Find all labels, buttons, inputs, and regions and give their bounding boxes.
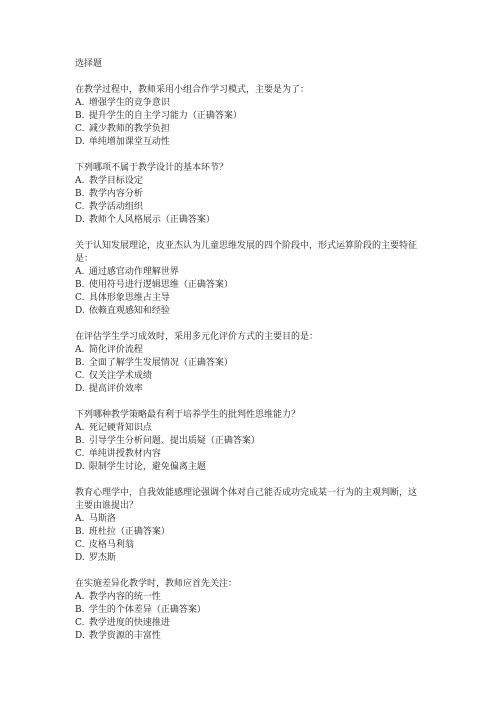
question-2 <box>75 162 420 227</box>
question-stem: 在实施差异化教学时，教师应首先关注： <box>75 579 238 589</box>
question-stem: 在评估学生学习成效时，采用多元化评价方式的主要目的是： <box>75 332 319 342</box>
option-letter: A. <box>75 514 85 524</box>
option-text: 增强学生的竞争意识 <box>88 98 170 108</box>
option-letter: B. <box>75 436 85 446</box>
option-text: 教学资源的丰富性 <box>88 631 161 641</box>
option-a <box>75 422 420 435</box>
question-stem: 下列哪项不属于教学设计的基本环节？ <box>75 163 229 173</box>
option-b <box>75 110 420 123</box>
option-text: 教学目标设定 <box>88 176 143 186</box>
option-letter: B. <box>75 189 85 199</box>
option-b <box>75 188 420 201</box>
option-a <box>75 97 420 110</box>
option-letter: B. <box>75 111 85 121</box>
option-text: 教学进度的快速推进 <box>88 618 170 628</box>
option-d <box>75 552 420 565</box>
option-letter: C. <box>75 449 85 459</box>
option-c <box>75 448 420 461</box>
option-b <box>75 279 420 292</box>
option-c <box>75 201 420 214</box>
option-b <box>75 435 420 448</box>
option-letter: C. <box>75 371 85 381</box>
option-letter: A. <box>75 345 85 355</box>
option-letter: C. <box>75 540 85 550</box>
option-text: 具体形象思维占主导 <box>88 293 170 303</box>
option-text: 教学内容的统一性 <box>88 592 161 602</box>
document-title: 选择题 <box>75 59 103 69</box>
option-letter: D. <box>75 137 85 147</box>
document-page <box>75 58 420 656</box>
option-text: 单纯增加课堂互动性 <box>88 137 170 147</box>
option-b <box>75 526 420 539</box>
option-letter: D. <box>75 553 85 563</box>
option-letter: D. <box>75 306 85 316</box>
option-d <box>75 630 420 643</box>
option-letter: A. <box>75 423 85 433</box>
option-text: 班杜拉（正确答案） <box>88 527 170 537</box>
option-text: 死记硬背知识点 <box>88 423 152 433</box>
option-text: 教师个人风格展示（正确答案） <box>88 215 215 225</box>
option-text: 限制学生讨论，避免偏离主题 <box>88 462 206 472</box>
option-d <box>75 305 420 318</box>
question-7 <box>75 578 420 643</box>
option-letter: C. <box>75 124 85 134</box>
option-text: 皮格马利翁 <box>88 540 134 550</box>
option-d <box>75 214 420 227</box>
option-a <box>75 266 420 279</box>
option-a <box>75 175 420 188</box>
question-4 <box>75 331 420 396</box>
option-text: 教学内容分析 <box>88 189 143 199</box>
option-text: 学生的个体差异（正确答案） <box>88 605 206 615</box>
question-6 <box>75 487 420 565</box>
question-stem: 教育心理学中，自我效能感理论强调个体对自己能否成功完成某一行为的主观判断，这主要由谁提出？ <box>75 488 418 511</box>
option-letter: D. <box>75 384 85 394</box>
option-text: 提升学生的自主学习能力（正确答案） <box>88 111 242 121</box>
option-text: 简化评价流程 <box>88 345 143 355</box>
option-text: 罗杰斯 <box>88 553 116 563</box>
option-a <box>75 344 420 357</box>
option-letter: C. <box>75 618 85 628</box>
option-letter: A. <box>75 267 85 277</box>
option-letter: D. <box>75 215 85 225</box>
option-b <box>75 604 420 617</box>
option-letter: D. <box>75 631 85 641</box>
option-text: 减少教师的教学负担 <box>88 124 170 134</box>
option-letter: B. <box>75 358 85 368</box>
option-d <box>75 461 420 474</box>
question-stem: 下列哪种教学策略最有利于培养学生的批判性思维能力？ <box>75 410 301 420</box>
option-text: 引导学生分析问题、提出质疑（正确答案） <box>88 436 260 446</box>
option-letter: A. <box>75 98 85 108</box>
question-5 <box>75 409 420 474</box>
option-c <box>75 123 420 136</box>
option-text: 通过感官动作理解世界 <box>88 267 179 277</box>
option-letter: B. <box>75 280 85 290</box>
option-c <box>75 292 420 305</box>
option-text: 使用符号进行逻辑思维（正确答案） <box>88 280 233 290</box>
option-letter: C. <box>75 293 85 303</box>
option-text: 仅关注学术成绩 <box>88 371 152 381</box>
option-c <box>75 539 420 552</box>
option-d <box>75 136 420 149</box>
question-stem: 关于认知发展理论，皮亚杰认为儿童思维发展的四个阶段中，形式运算阶段的主要特征是： <box>75 241 418 264</box>
option-b <box>75 357 420 370</box>
option-d <box>75 383 420 396</box>
option-text: 马斯洛 <box>88 514 116 524</box>
option-a <box>75 513 420 526</box>
option-letter: D. <box>75 462 85 472</box>
option-letter: C. <box>75 202 85 212</box>
question-stem: 在教学过程中，教师采用小组合作学习模式，主要是为了： <box>75 85 310 95</box>
option-a <box>75 591 420 604</box>
option-text: 单纯讲授教材内容 <box>88 449 161 459</box>
option-text: 依赖直观感知和经验 <box>88 306 170 316</box>
option-text: 提高评价效率 <box>88 384 143 394</box>
option-c <box>75 617 420 630</box>
question-3 <box>75 240 420 318</box>
option-letter: A. <box>75 176 85 186</box>
option-letter: B. <box>75 605 85 615</box>
option-letter: A. <box>75 592 85 602</box>
question-1 <box>75 84 420 149</box>
option-text: 全面了解学生发展情况（正确答案） <box>88 358 233 368</box>
option-text: 教学活动组织 <box>88 202 143 212</box>
option-letter: B. <box>75 527 85 537</box>
option-c <box>75 370 420 383</box>
